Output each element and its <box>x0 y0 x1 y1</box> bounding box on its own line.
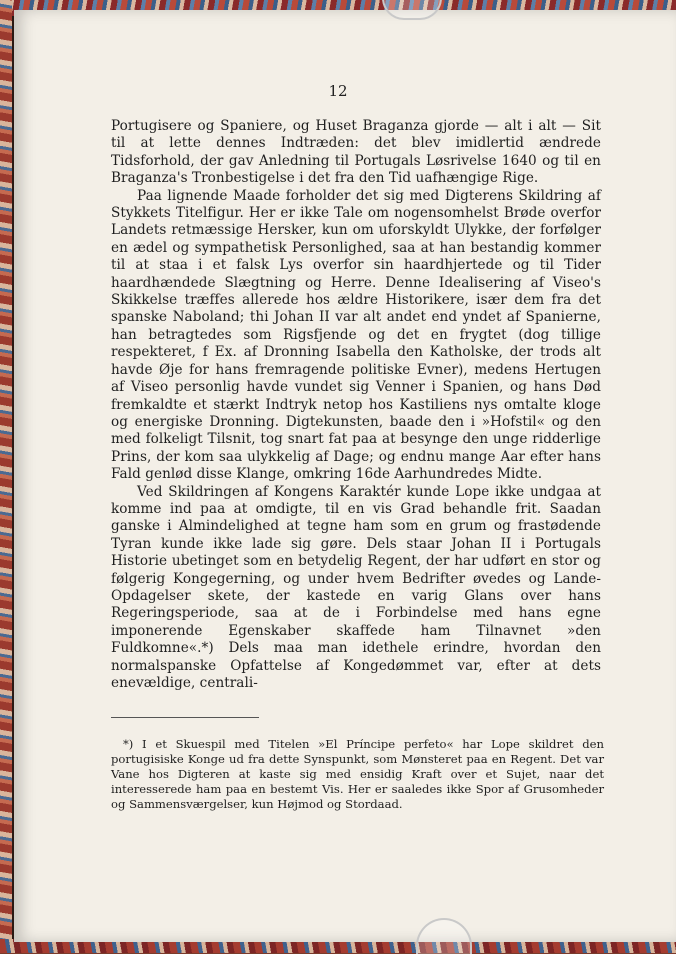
page-number: 12 <box>328 82 348 100</box>
paragraph: Ved Skildringen af Kongens Karaktér kunde Lope ikke undgaa at komme ind paa at omdigte, til en vis Grad behandle frit. Saadan ganske i Almindelighed at tegne ham som en grum og frastødende Tyran kunde ikke lade sig gøre. Dels staar Johan II i Portugals Historie ubetinget som en betydelig Regent, der har udført en stor og følgerig Kongegerning, og under hvem Bedrifter øvedes og Lande-Opdagelser skete, der kastede en varig Glans over hans Regeringsperiode, saa at de i Forbindelse med hans egne imponerende Egenskaber skaffede ham Tilnavnet »den Fuldkomne«.*) Dels maa man idethele erindre, hvordan den normalspanske Opfattelse af Kongedømmet var, efter at dets enevældige, centrali- <box>111 483 601 691</box>
marbled-edge-left <box>0 0 12 953</box>
footnote-text: *) I et Skuespil med Titelen »El Príncipe perfeto« har Lope skildret den portugisiske Konge ud fra dette Synspunkt, som Mønsteret paa en Regent. Det var Vane hos Digteren at kaste sig med ensidig Kraft over et Sujet, naar det interesserede ham paa en bestemt Vis. Her er saaledes ikke Spor af Grusomheder og Sammensværgelser, kun Højmod og Stordaad. <box>111 737 604 811</box>
footnote-rule <box>111 717 259 718</box>
body-text <box>111 118 601 692</box>
paragraph: Portugisere og Spaniere, og Huset Braganza gjorde — alt i alt — Sit til at lette dennes Indtræden: det blev imidlertid ændrede Tidsforhold, der gav Anledning til Portugals Løsrivelse 1640 og til en Braganza's Tronbestigelse i det fra den Tid uafhængige Rige. <box>111 118 601 187</box>
paragraph: Paa lignende Maade forholder det sig med Digterens Skildring af Stykkets Titelfigur. Her er ikke Tale om nogensomhelst Brøde overfor Landets retmæssige Hersker, kun om uforskyldt Ulykke, der forfølger en ædel og sympathetisk Personlighed, saa at han bestandig kommer til at staa i et falsk Lys overfor sin haardhjertede og til Tider haardhændede Slægtning og Herre. Denne Idealisering af Viseo's Skikkelse træffes allerede hos ældre Historikere, især dem fra det spanske Naboland; thi Johan II var alt andet end yndet af Spanierne, han betragtedes som Rigsfjende og det en frygtet (dog tillige respekteret, f Ex. af Dronning Isabella den Katholske, der trods alt havde Øje for hans fremragende politiske Evner), medens Hertugen af Viseo personlig havde vundet sig Venner i Spanien, og hans Død fremkaldte et stærkt Indtryk netop hos Kastiliens nys omtalte kloge og energiske Dronning. Digtekunsten, baade den i »Hofstil« og den med folkeligt Tilsnit, tog snart fat paa at besynge den unge ridderlige Prins, der kom saa ulykkelig af Dage; og endnu mange Aar efter hans Fald genlød disse Klange, omkring 16de Aarhundredes Midte. <box>111 187 601 483</box>
footnote <box>111 737 604 812</box>
